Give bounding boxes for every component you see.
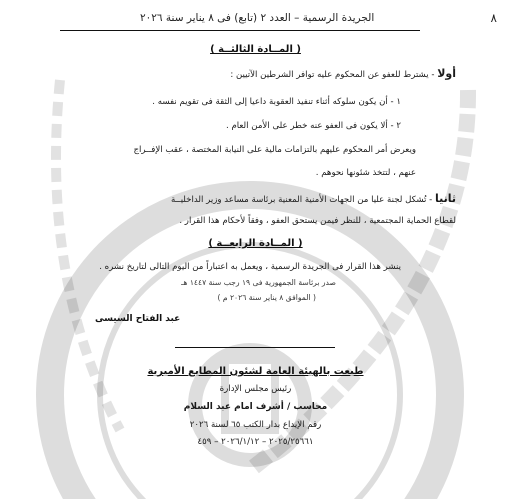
issued-date: صدر برئاسة الجمهورية فى ١٩ رجب سنة ١٤٤٧ هـ [181,278,336,287]
signature-name: عبد الفتاح السيسى [95,314,181,324]
corresponding-date: ( الموافق ٨ يناير سنة ٢٠٢٦ م ) [217,293,316,302]
header-rule [60,30,420,31]
first-item-text: - يشترط للعفو عن المحكوم عليه توافر الشرطين الآتيين : [230,70,438,80]
running-title: الجريدة الرسمية – العدد ٢ (تابع) فى ٨ يناير سنة ٢٠٢٦ [140,12,375,24]
first-label: أولا [437,67,456,80]
paragraph-line-2: عنهم ، لتتخذ شئونها نحوهم . [315,168,416,178]
deposit-number: رقم الإيداع بدار الكتب ٦٥ لسنة ٢٠٢٦ [189,420,322,430]
second-item-line-2: لقطاع الحماية المجتمعية ، للنظر فيمن يستحق العفو ، وفقاً لأحكام هذا القرار . [179,216,456,226]
article-3-title: ( المــادة الثالثــة ) [210,44,301,55]
print-serial: ٢٠٢٥/٢٥٦٦١ – ٢٠٢٦/١/١٢ – ٤٥٩ [197,437,314,447]
paragraph-line-1: ويعرض أمر المحكوم عليهم بالتزامات مالية على النيابة المختصة ، عقب الإفــراج [133,145,416,155]
page-number: ٨ [490,11,497,25]
article-3-second-item [171,192,456,205]
chairman-title: رئيس مجلس الإدارة [219,384,292,394]
imprint-divider [175,347,335,348]
chairman-name: محاسب / أشرف امام عبد السلام [183,402,328,412]
condition-2: ٢ - ألا يكون فى العفو عنه خطر على الأمن العام . [226,121,401,131]
condition-1: ١ - أن يكون سلوكه أثناء تنفيذ العقوبة داعيا إلى الثقة فى تقويم نفسه . [152,97,401,107]
printed-by: طبعت بالهيئة العامة لشئون المطابع الأميرية [147,366,364,377]
second-item-line-1: - تُشكل لجنة عليا من الجهات الأمنية المعنية برئاسة مساعد وزير الداخليــة [171,195,435,205]
second-label: ثانيا [434,192,456,205]
article-3-first-item [230,67,456,80]
article-4-text: ينشر هذا القرار فى الجريدة الرسمية ، ويعمل به اعتباراً من اليوم التالى لتاريخ نشره . [99,262,401,272]
article-4-title: ( المــادة الرابعــة ) [208,238,303,249]
